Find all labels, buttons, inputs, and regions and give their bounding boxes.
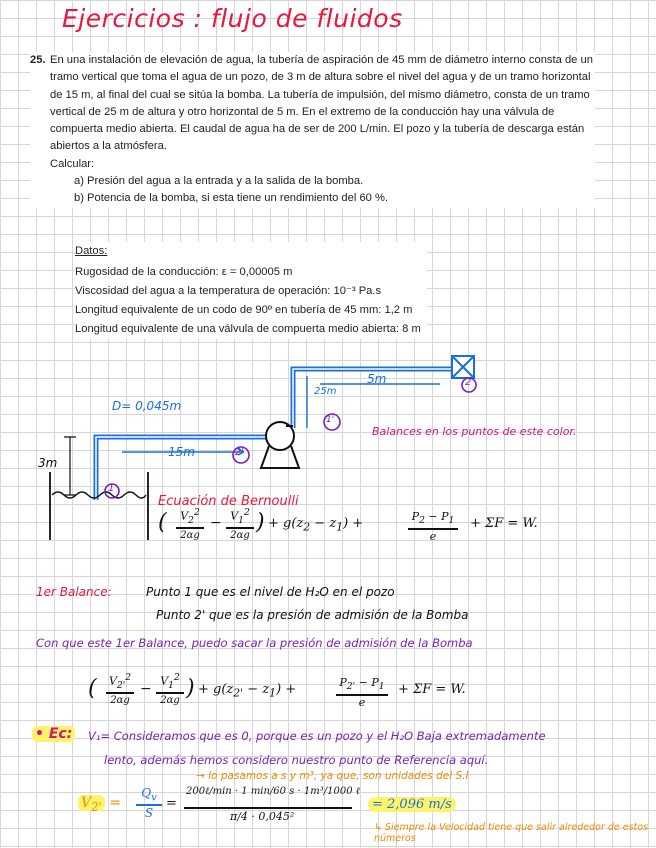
question-a: a) Presión del agua a la entrada y a la salida de la bomba. bbox=[74, 175, 364, 188]
balance1-line1: Punto 1 que es el nivel de H₂O en el pozo bbox=[146, 585, 395, 599]
v2-symbol: $V_{2'}$ = bbox=[78, 795, 121, 814]
question-b: b) Potencia de la bomba, si esta tiene un rendimiento del 60 %. bbox=[74, 192, 389, 205]
balance1-label: 1er Balance: bbox=[36, 585, 112, 599]
v2-result: = 2,096 m/s bbox=[368, 797, 456, 812]
calc-label: Calcular: bbox=[50, 157, 95, 170]
page-title: Ejercicios : flujo de fluidos bbox=[62, 4, 403, 33]
balance1-note: Con que este 1er Balance, puedo sacar la presión de admisión de la Bomba bbox=[36, 636, 473, 650]
data-item-roughness: Rugosidad de la conducción: ε = 0,00005 m bbox=[75, 266, 293, 278]
valve-icon bbox=[452, 356, 474, 378]
label-3m: 3m bbox=[38, 456, 58, 470]
problem-statement bbox=[30, 52, 595, 208]
data-section bbox=[75, 242, 427, 339]
pipe-diagram bbox=[0, 340, 656, 540]
ec-line1: V₁= Consideramos que es 0, porque es un pozo y el H₂O Baja extremadamente bbox=[88, 729, 546, 743]
point-1p-label: 1' bbox=[326, 415, 335, 425]
problem-text: En una instalación de elevación de agua, la tubería de aspiración de 45 mm de diámetro interno consta de un tramo vertical que toma el agua de un pozo, de 3 m de altura sobre el nivel del agua y de un tramo horizontal de 15 m, al final del cual se sitúa la bomba. La tubería de impulsión, del mismo diámetro, consta de un tramo vertical de 25 m de altura y otro horizontal de 5 m. En el extremo de la conducción hay una válvula de compuerta medio abierta. El caudal de agua ha de ser de 200 L/min. El pozo y la tubería de descarga están abiertos a la atmósfera. bbox=[50, 54, 593, 153]
label-15m: 15m bbox=[168, 445, 195, 459]
point-2-label: 2 bbox=[465, 377, 472, 388]
data-heading: Datos: bbox=[75, 245, 108, 257]
bernoulli-equation: ( bbox=[158, 510, 167, 535]
data-item-viscosity: Viscosidad del agua a la temperatura de operación: 10⁻³ Pa.s bbox=[75, 285, 382, 297]
problem-paragraph bbox=[30, 52, 595, 156]
balance1-line2: Punto 2' que es la presión de admisión de la Bomba bbox=[156, 608, 469, 622]
point-1-label: 1 bbox=[108, 483, 115, 494]
velocity-note: ↳ Siempre la Velocidad tiene que salir alrededor de estos números bbox=[374, 822, 649, 844]
problem-number: 25. bbox=[30, 54, 46, 66]
label-5m: 5m bbox=[367, 372, 387, 386]
point-2p-label: 2' bbox=[235, 447, 245, 458]
data-item-valve: Longitud equivalente de una válvula de compuerta medio abierta: 8 m bbox=[75, 323, 421, 335]
label-diameter: D= 0,045m bbox=[112, 399, 182, 413]
balance1-equation: ( bbox=[88, 676, 97, 701]
units-note: → lo pasamos a s y m³, ya que, son unidades del S.I bbox=[196, 770, 469, 782]
pump-icon bbox=[261, 422, 299, 468]
well-icon bbox=[50, 472, 148, 540]
label-25m: 25m bbox=[314, 386, 337, 397]
balance-note: Balances en los puntos de este color. bbox=[372, 425, 577, 438]
ec-line2: lento, además hemos considero nuestro punto de Referencia aquí. bbox=[104, 753, 489, 767]
bernoulli-title: Ecuación de Bernoulli bbox=[158, 494, 299, 509]
ec-label: • Ec: bbox=[32, 726, 75, 742]
data-item-elbow: Longitud equivalente de un codo de 90º en tubería de 45 mm: 1,2 m bbox=[75, 304, 413, 316]
